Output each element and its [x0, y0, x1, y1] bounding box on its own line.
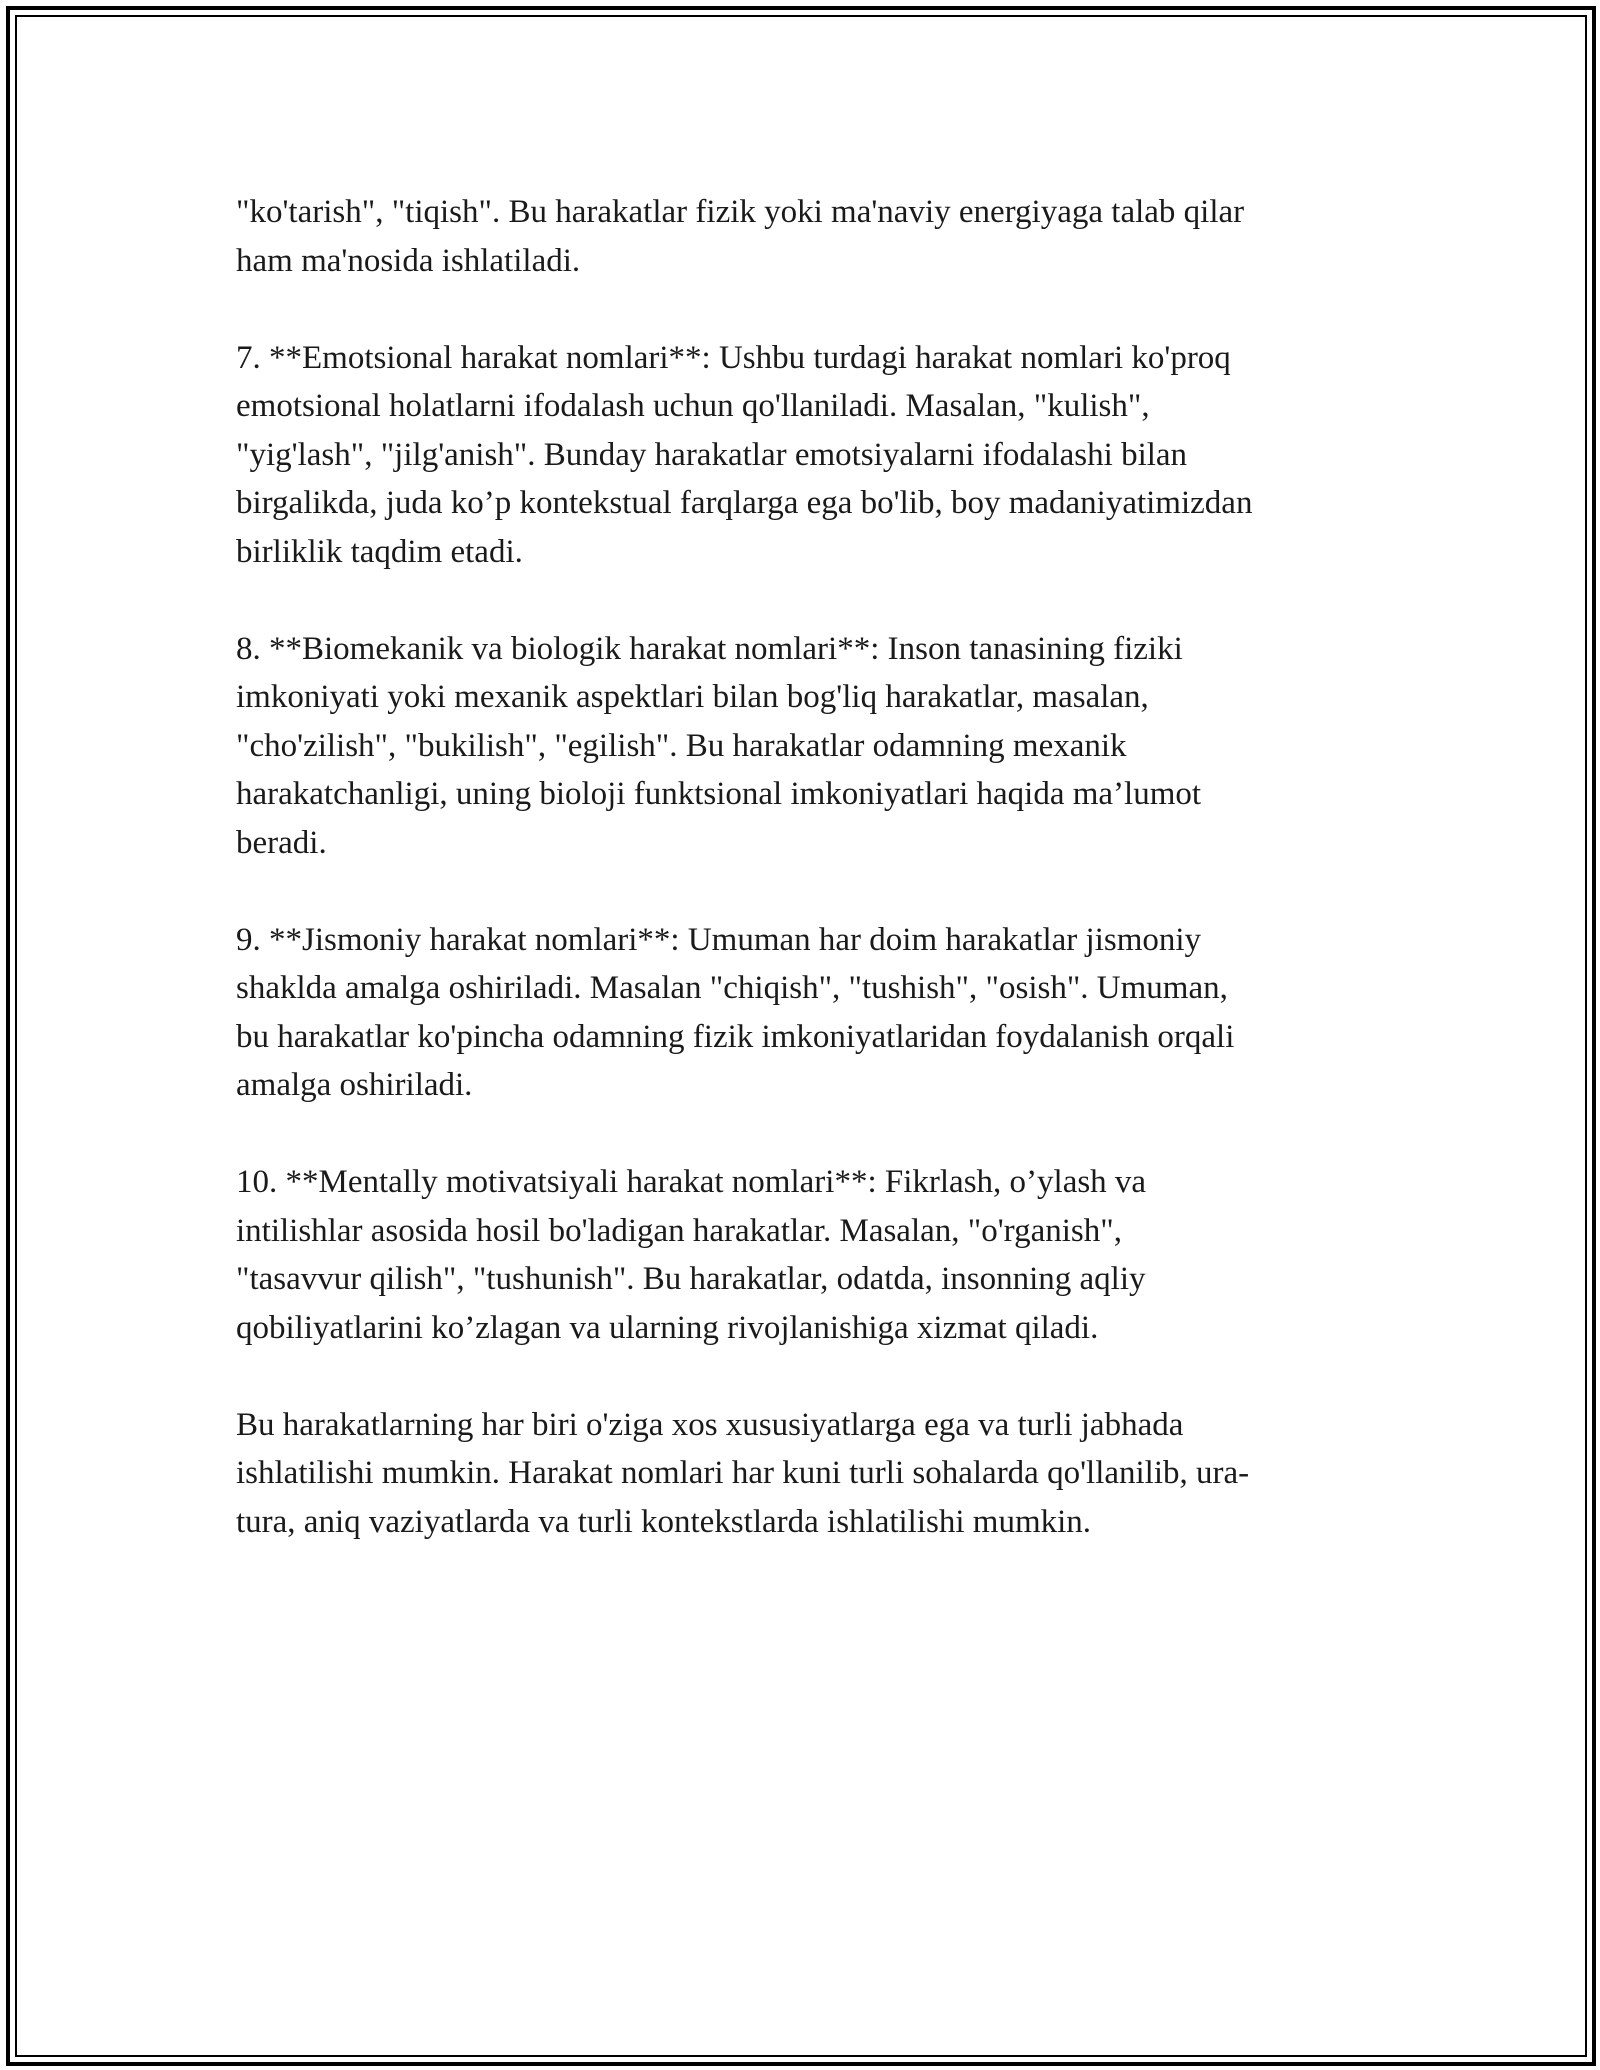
paragraph-item-8: 8. **Biomekanik va biologik harakat nomlari**: Inson tanasining fiziki imkoniyati yoki mexanik aspektlari bilan bog'liq harakatlar, masalan, "cho'zilish", "bukilish", "egilish". Bu harakatlar odamning mexanik harakatchanligi, uning bioloji funktsional imkoniyatlari haqida ma’lumot beradi.	[236, 630, 1202, 861]
paragraph-intro-continuation: "ko'tarish", "tiqish". Bu harakatlar fizik yoki ma'naviy energiyaga talab qilar ham ma'nosida ishlatiladi.	[236, 194, 1245, 279]
paragraph-item-9: 9. **Jismoniy harakat nomlari**: Umuman har doim harakatlar jismoniy shaklda amalga oshiriladi. Masalan "chiqish", "tushish", "osish". Umuman, bu harakatlar ko'pincha odamning fizik imkoniyatlaridan foydalanish orqali amalga oshiriladi.	[236, 921, 1235, 1103]
paragraph-item-7: 7. **Emotsional harakat nomlari**: Ushbu turdagi harakat nomlari ko'proq emotsional holatlarni ifodalash uchun qo'llaniladi. Masalan, "kulish", "yig'lash", "jilg'anish". Bunday harakatlar emotsiyalarni ifodalashi bilan birgalikda, juda ko’p kontekstual farqlarga ega bo'lib, boy madaniyatimizdan birliklik taqdim etadi.	[236, 339, 1253, 570]
paragraph-item-10: 10. **Mentally motivatsiyali harakat nomlari**: Fikrlash, o’ylash va intilishlar asosida hosil bo'ladigan harakatlar. Masalan, "o'rganish", "tasavvur qilish", "tushunish". Bu harakatlar, odatda, insonning aqliy qobiliyatlarini ko’zlagan va ularning rivojlanishiga xizmat qiladi.	[236, 1164, 1147, 1346]
paragraph-conclusion: Bu harakatlarning har biri o'ziga xos xususiyatlarga ega va turli jabhada ishlatilishi mumkin. Harakat nomlari har kuni turli sohalarda qo'llanilib, ura- tura, aniq vaziyatlarda va turli kontekstlarda ishlatilishi mumkin.	[236, 1406, 1250, 1540]
document-body	[236, 188, 1376, 1546]
